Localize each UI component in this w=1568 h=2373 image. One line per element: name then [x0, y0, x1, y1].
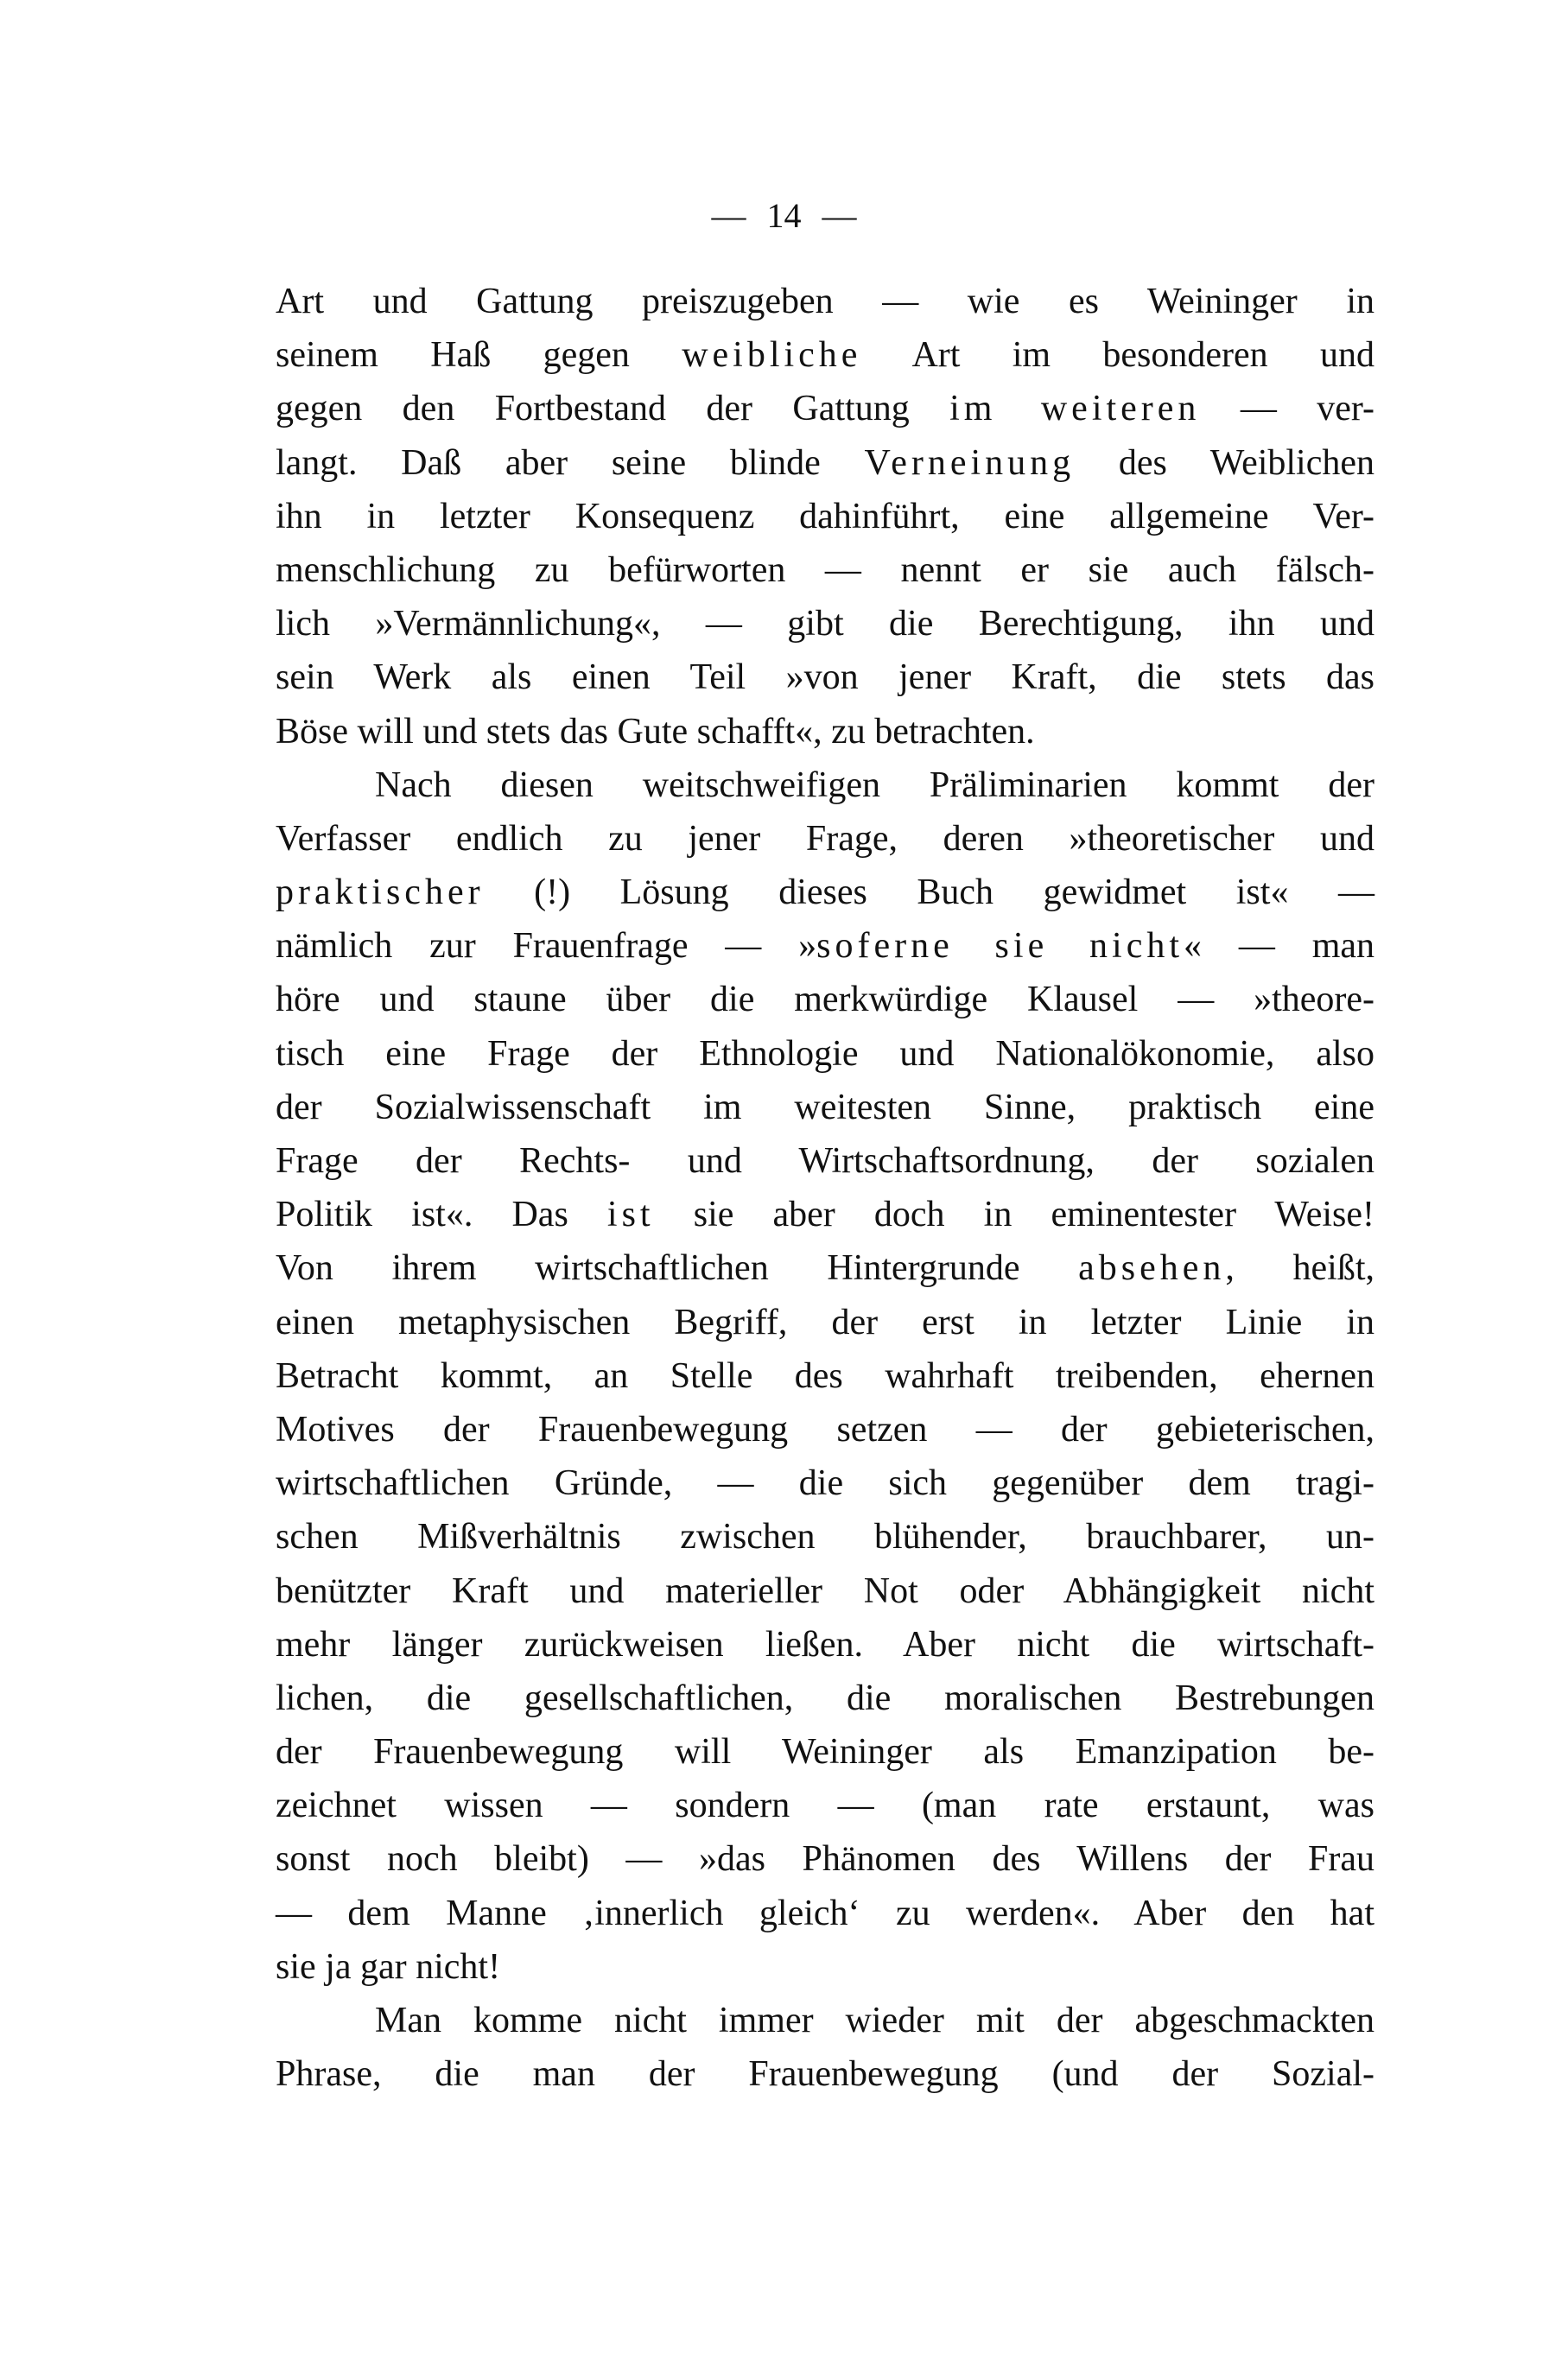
- text-segment: Politik ist«. Das: [276, 1195, 607, 1235]
- text-line: [276, 328, 1374, 382]
- text-line: [276, 436, 1374, 490]
- text-segment: Böse will und stets das Gute schafft«, zu betrachten.: [276, 711, 1035, 752]
- emphasized-text: soferne sie nicht: [816, 926, 1184, 967]
- text-segment: Phrase, die man der Frauenbewegung (und der Sozial-: [276, 2054, 1374, 2095]
- text-segment: , heißt,: [1225, 1248, 1374, 1289]
- text-segment: nämlich zur Frauenfrage — »: [276, 926, 817, 967]
- text-segment: Man komme nicht immer wieder mit der abgeschmackten: [375, 2001, 1374, 2040]
- text-segment: Art im besonderen und: [861, 335, 1374, 376]
- text-segment: wirtschaftlichen Gründe, — die sich gegenüber dem tragi-: [276, 1463, 1374, 1504]
- text-line: [276, 1994, 1374, 2047]
- text-segment: — ver-: [1200, 389, 1374, 429]
- text-segment: ihn in letzter Konsequenz dahinführt, eine allgemeine Ver-: [276, 496, 1374, 536]
- text-line: [276, 1832, 1374, 1886]
- text-line: [276, 705, 1374, 758]
- emphasized-text: im weiteren: [949, 389, 1201, 429]
- text-segment: des Weiblichen: [1075, 442, 1375, 483]
- text-segment: langt. Daß aber seine blinde: [276, 442, 865, 483]
- text-segment: — dem Manne ‚innerlich gleich‘ zu werden«. Aber den hat: [276, 1893, 1374, 1933]
- text-segment: lichen, die gesellschaftlichen, die moralischen Bestrebungen: [276, 1678, 1374, 1718]
- text-segment: tisch eine Frage der Ethnologie und Nationalökonomie, also: [276, 1033, 1374, 1074]
- text-line: [276, 1349, 1374, 1403]
- body-text: [276, 275, 1374, 2101]
- text-segment: schen Mißverhältnis zwischen blühender, brauchbarer, un-: [276, 1517, 1374, 1558]
- text-line: [276, 1725, 1374, 1779]
- text-segment: sie ja gar nicht!: [276, 1946, 501, 1987]
- text-line: [276, 1672, 1374, 1725]
- text-line: [276, 1081, 1374, 1134]
- text-segment: zeichnet wissen — sondern — (man rate erstaunt, was: [276, 1786, 1374, 1826]
- text-segment: benützter Kraft und materieller Not oder Abhängigkeit nicht: [276, 1570, 1374, 1611]
- text-segment: sie aber doch in eminentester Weise!: [654, 1195, 1374, 1235]
- text-line: [276, 1940, 1374, 1994]
- text-segment: « — man: [1184, 926, 1374, 967]
- text-segment: gegen den Fortbestand der Gattung: [276, 389, 950, 429]
- text-segment: Betracht kommt, an Stelle des wahrhaft treibenden, ehernen: [276, 1355, 1374, 1396]
- text-segment: der Sozialwissenschaft im weitesten Sinne, praktisch eine: [276, 1087, 1374, 1127]
- emphasized-text: Verneinung: [864, 442, 1076, 483]
- text-line: [276, 1134, 1374, 1188]
- text-line: [276, 382, 1374, 435]
- text-segment: der Frauenbewegung will Weininger als Emanzipation be-: [276, 1732, 1374, 1773]
- text-line: [276, 1456, 1374, 1510]
- emphasized-text: ist: [606, 1195, 655, 1235]
- text-segment: menschlichung zu befürworten — nennt er sie auch fälsch-: [276, 549, 1374, 590]
- text-segment: Nach diesen weitschweifigen Präliminarien kommt der: [375, 765, 1374, 805]
- text-line: [276, 1403, 1374, 1456]
- text-line: [276, 812, 1374, 866]
- text-line: [276, 1241, 1374, 1295]
- text-line: [276, 973, 1374, 1026]
- text-line: [276, 543, 1374, 597]
- text-segment: sonst noch bleibt) — »das Phänomen des Willens der Frau: [276, 1839, 1374, 1880]
- text-segment: seinem Haß gegen: [276, 335, 682, 376]
- text-line: [276, 2047, 1374, 2101]
- text-line: [276, 758, 1374, 812]
- text-line: [276, 1564, 1374, 1618]
- text-segment: Verfasser endlich zu jener Frage, deren »theoretischer und: [276, 818, 1374, 859]
- emphasized-text: absehen: [1078, 1248, 1226, 1289]
- text-line: [276, 1887, 1374, 1940]
- text-segment: Frage der Rechts- und Wirtschaftsordnung, der sozialen: [276, 1141, 1374, 1181]
- text-line: [276, 1510, 1374, 1564]
- text-line: [276, 1027, 1374, 1081]
- text-line: [276, 490, 1374, 543]
- text-line: [276, 1296, 1374, 1349]
- emphasized-text: praktischer: [276, 872, 485, 913]
- text-line: [276, 275, 1374, 328]
- text-line: [276, 1779, 1374, 1832]
- text-segment: einen metaphysischen Begriff, der erst in letzter Linie in: [276, 1302, 1374, 1342]
- emphasized-text: weibliche: [682, 335, 862, 376]
- text-line: [276, 650, 1374, 704]
- text-line: [276, 866, 1374, 919]
- text-line: [276, 597, 1374, 650]
- text-line: [276, 919, 1374, 973]
- text-segment: Motives der Frauenbewegung setzen — der gebieterischen,: [276, 1409, 1374, 1450]
- text-line: [276, 1188, 1374, 1241]
- text-line: [276, 1618, 1374, 1672]
- text-segment: (!) Lösung dieses Buch gewidmet ist« —: [484, 872, 1374, 913]
- text-segment: höre und staune über die merkwürdige Klausel — »theore-: [276, 980, 1374, 1020]
- text-segment: sein Werk als einen Teil »von jener Kraft, die stets das: [276, 657, 1374, 698]
- text-segment: Art und Gattung preiszugeben — wie es Weininger in: [276, 282, 1374, 321]
- text-segment: lich »Vermännlichung«, — gibt die Berechtigung, ihn und: [276, 604, 1374, 644]
- text-segment: mehr länger zurückweisen ließen. Aber nicht die wirtschaft-: [276, 1624, 1374, 1665]
- page-number: — 14 —: [711, 196, 857, 235]
- text-segment: Von ihrem wirtschaftlichen Hintergrunde: [276, 1248, 1079, 1289]
